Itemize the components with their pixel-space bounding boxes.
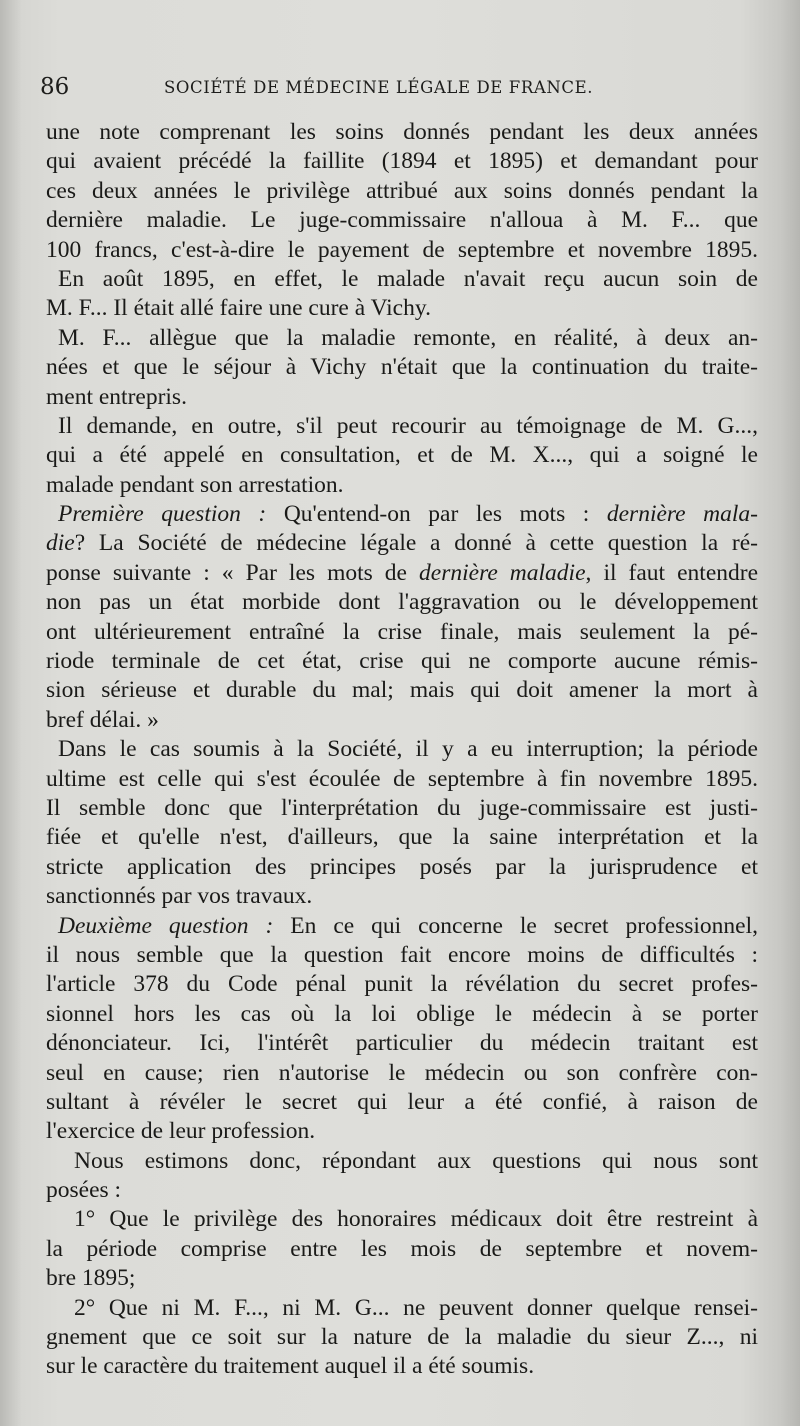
text-line: sultant à révéler le secret qui leur a été confié, à raison de [46, 1088, 758, 1115]
text-line: qui avaient précédé la faillite (1894 et 1895) et demandant pour [46, 148, 758, 175]
text-line: Il semble donc que l'interprétation du juge-commissaire est justi- [46, 794, 758, 821]
text-line: Première question : Qu'entend-on par les mots : dernière mala- [58, 501, 758, 528]
text-line: l'exercice de leur profession. [46, 1118, 316, 1145]
text-line: fiée et qu'elle n'est, d'ailleurs, que la saine interprétation et la [46, 824, 758, 851]
text-line: En août 1895, en effet, le malade n'avait reçu aucun soin de [58, 265, 758, 292]
text-line: Nous estimons donc, répondant aux questions qui nous sont [74, 1147, 758, 1174]
text-line: la période comprise entre les mois de septembre et novem- [46, 1235, 758, 1262]
text-line: 1° Que le privilège des honoraires médicaux doit être restreint à [74, 1206, 758, 1233]
text-line: dernière maladie. Le juge-commissaire n'alloua à M. F... que [46, 207, 758, 234]
text-line: l'article 378 du Code pénal punit la révélation du secret profes- [46, 971, 758, 998]
text-line: ponse suivante : « Par les mots de dernière maladie, il faut entendre [46, 559, 759, 586]
body-text [46, 118, 758, 1382]
text-line: sur le caractère du traitement auquel il a été soumis. [46, 1353, 535, 1380]
text-line: malade pendant son arrestation. [46, 471, 344, 498]
text-line: ment entrepris. [46, 383, 187, 410]
text-line: ces deux années le privilège attribué aux soins donnés pendant la [46, 177, 758, 204]
text-line: gnement que ce soit sur la nature de la maladie du sieur Z..., ni [46, 1324, 758, 1351]
text-line: il nous semble que la question fait encore moins de difficultés : [46, 941, 758, 968]
text-line: non pas un état morbide dont l'aggravation ou le développement [46, 589, 758, 616]
running-title: SOCIÉTÉ DE MÉDECINE LÉGALE DE FRANCE. [164, 78, 594, 97]
text-line: qui a été appelé en consultation, et de M. X..., qui a soigné le [46, 442, 758, 469]
text-line: bre 1895; [46, 1265, 136, 1292]
text-line: seul en cause; rien n'autorise le médecin ou son confrère con- [46, 1059, 758, 1086]
text-line: die? La Société de médecine légale a donné à cette question la ré- [46, 530, 758, 557]
text-line: ont ultérieurement entraîné la crise finale, mais seulement la pé- [46, 618, 758, 645]
text-line: M. F... Il était allé faire une cure à Vichy. [46, 295, 431, 322]
page-header [40, 74, 760, 108]
text-line: Il demande, en outre, s'il peut recourir au témoignage de M. G..., [58, 412, 758, 439]
text-line: bref délai. » [46, 706, 159, 733]
text-line: riode terminale de cet état, crise qui ne comporte aucune rémis- [46, 648, 758, 675]
text-line: posées : [46, 1177, 122, 1204]
text-line: ultime est celle qui s'est écoulée de septembre à fin novembre 1895. [46, 765, 758, 792]
page-number: 86 [40, 74, 70, 100]
text-line: 2° Que ni M. F..., ni M. G... ne peuvent donner quelque rensei- [74, 1294, 758, 1321]
text-line: Deuxième question : En ce qui concerne le secret professionnel, [58, 912, 759, 939]
text-line: Dans le cas soumis à la Société, il y a eu interruption; la période [58, 736, 758, 763]
text-line: nées et que le séjour à Vichy n'était que la continuation du traite- [46, 354, 758, 381]
text-line: 100 francs, c'est-à-dire le payement de septembre et novembre 1895. [46, 236, 758, 263]
text-line: stricte application des principes posés par la jurisprudence et [46, 853, 758, 880]
text-line: une note comprenant les soins donnés pendant les deux années [46, 119, 758, 145]
text-line: M. F... allègue que la maladie remonte, en réalité, à deux an- [58, 324, 758, 351]
text-line: sionnel hors les cas où la loi oblige le médecin à se porter [46, 1000, 758, 1027]
text-line: sion sérieuse et durable du mal; mais qui doit amener la mort à [46, 677, 758, 704]
text-line: dénonciateur. Ici, l'intérêt particulier du médecin traitant est [46, 1030, 758, 1057]
text-line: sanctionnés par vos travaux. [46, 883, 313, 910]
